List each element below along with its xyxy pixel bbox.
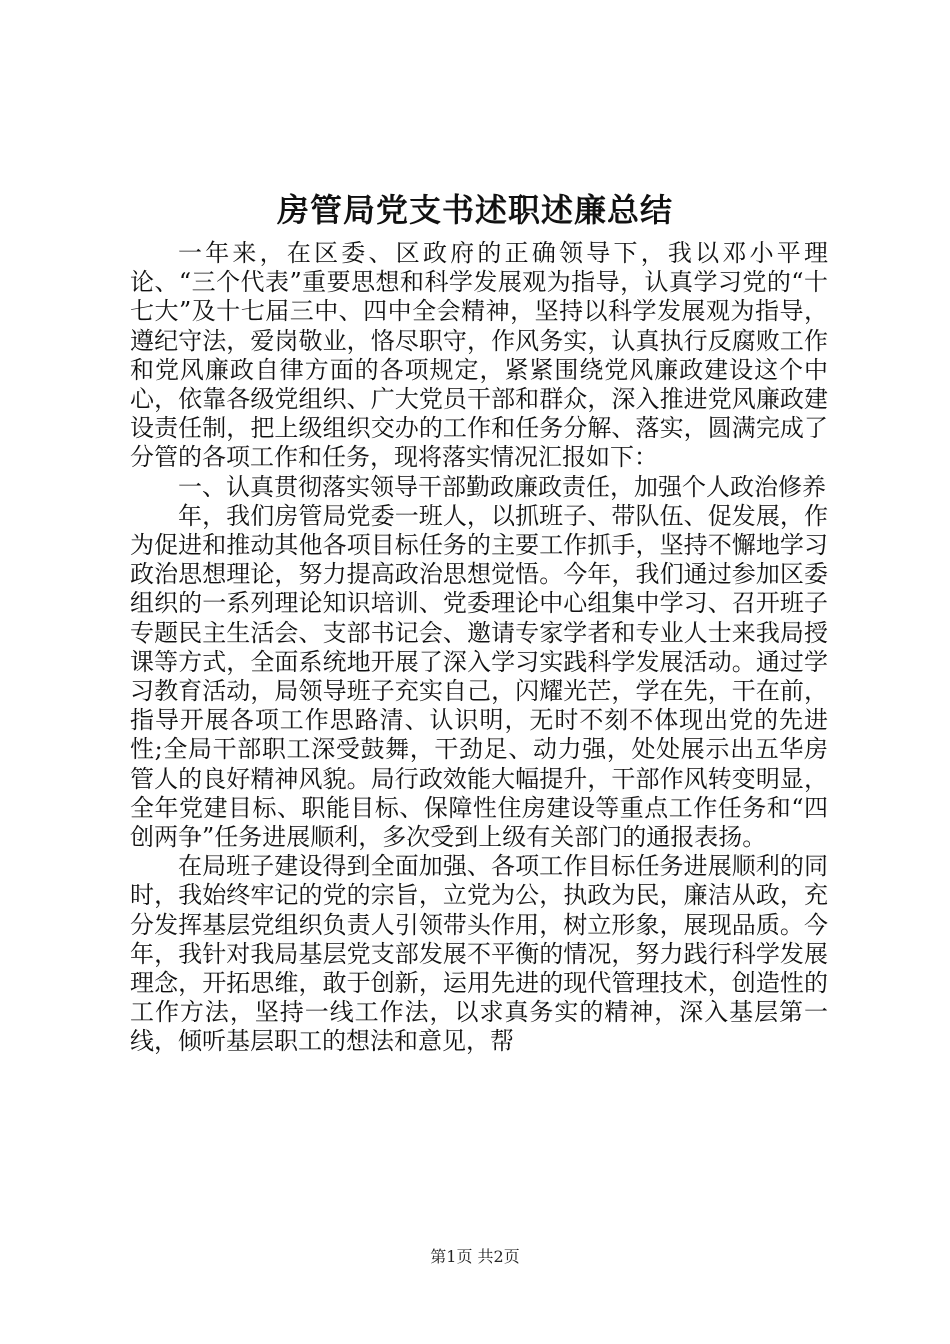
paragraph-study: 年，我们房管局党委一班人，以抓班子、带队伍、促发展，作为促进和推动其他各项目标任务的主要工作抓手，坚持不懈地学习政治思想理论，努力提高政治思想觉悟。今年，我们通过参加区委组织的一系列理论知识培训、党委理论中心组集中学习、召开班子专题民主生活会、支部书记会、邀请专家学者和专业人士来我局授课等方式，全面系统地开展了深入学习实践科学发展活动。通过学习教育活动，局领导班子充实自己，闪耀光芒，学在先，干在前，指导开展各项工作思路清、认识明，无时不刻不体现出党的先进性;全局干部职工深受鼓舞，干劲足、动力强，处处展示出五华房管人的良好精神风貌。局行政效能大幅提升，干部作风转变明显，全年党建目标、职能目标、保障性住房建设等重点工作任务和“四创两争”任务进展顺利，多次受到上级有关部门的通报表扬。: [130, 501, 828, 852]
document-body: [130, 239, 828, 1057]
page-number-footer: 第1页 共2页: [430, 1247, 520, 1266]
paragraph-intro: 一年来，在区委、区政府的正确领导下，我以邓小平理论、“三个代表”重要思想和科学发展观为指导，认真学习党的“十七大”及十七届三中、四中全会精神，坚持以科学发展观为指导，遵纪守法，爱岗敬业，恪尽职守，作风务实，认真执行反腐败工作和党风廉政自律方面的各项规定，紧紧围绕党风廉政建设这个中心，依靠各级党组织、广大党员干部和群众，深入推进党风廉政建设责任制，把上级组织交办的工作和任务分解、落实，圆满完成了分管的各项工作和任务，现将落实情况汇报如下：: [130, 239, 828, 472]
section-heading-1: 一、认真贯彻落实领导干部勤政廉政责任，加强个人政治修养: [178, 472, 826, 501]
document-title: 房管局党支书述职述廉总结: [276, 191, 673, 229]
paragraph-leadership: 在局班子建设得到全面加强、各项工作目标任务进展顺利的同时，我始终牢记的党的宗旨，立党为公，执政为民，廉洁从政，充分发挥基层党组织负责人引领带头作用，树立形象，展现品质。今年，我针对我局基层党支部发展不平衡的情况，努力践行科学发展理念，开拓思维，敢于创新，运用先进的现代管理技术，创造性的工作方法，坚持一线工作法，以求真务实的精神，深入基层第一线，倾听基层职工的想法和意见，帮: [130, 852, 828, 1056]
